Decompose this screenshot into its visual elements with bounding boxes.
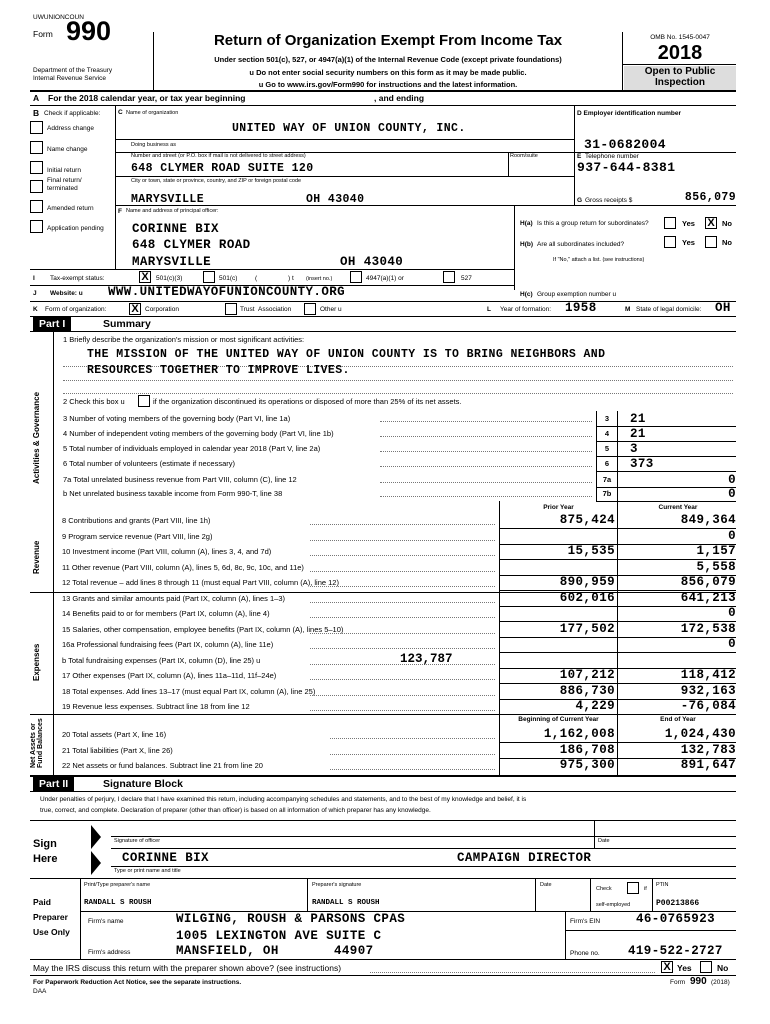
- org-name: UNITED WAY OF UNION COUNTY, INC.: [232, 122, 466, 135]
- firm-zip: 44907: [334, 944, 374, 958]
- fin-row-prior: 177,502: [559, 621, 615, 636]
- open-to-public: Open to Public Inspection: [624, 66, 736, 90]
- net-row-boy: 1,162,008: [543, 727, 615, 741]
- k-label: K: [33, 306, 38, 313]
- net-row-boy: 186,708: [559, 742, 615, 757]
- preparer-sig: RANDALL S ROUSH: [312, 899, 380, 907]
- signer-title: CAMPAIGN DIRECTOR: [457, 851, 592, 865]
- part1-tag: Part I: [33, 317, 71, 331]
- part2-title: Signature Block: [103, 778, 183, 790]
- preparer-sig-label: Preparer's signature: [312, 882, 362, 888]
- ssn-warning: u Do not enter social security numbers on this form as it may be made public.: [249, 68, 527, 77]
- fin-row-current: 0: [728, 637, 736, 651]
- fin-row-leader: [310, 710, 495, 711]
- tax-year: 2018: [657, 42, 703, 64]
- net-row-leader: [330, 738, 495, 739]
- sign-label: Sign: [33, 838, 57, 850]
- top-code: UWUNIONCOUN: [33, 14, 84, 21]
- discuss-yes: Yes: [677, 963, 692, 973]
- fin-row-text: 9 Program service revenue (Part VIII, line 2g): [62, 531, 213, 541]
- sig-officer-label: Signature of officer: [114, 838, 161, 844]
- fin-row-current: 172,538: [680, 621, 736, 636]
- gov-row-value: 3: [630, 442, 638, 456]
- type-name-label: Type or print name and title: [114, 868, 181, 874]
- side-activities: Activities & Governance: [32, 391, 41, 484]
- fin-row-text: 17 Other expenses (Part IX, column (A), lines 11a–11d, 11f–24e): [62, 671, 277, 680]
- line1-text: 1 Briefly describe the organization's mission or most significant activities:: [63, 335, 305, 344]
- tax-exempt-label: Tax-exempt status:: [50, 275, 105, 282]
- net-row-text: 20 Total assets (Part X, line 16): [62, 730, 167, 739]
- gov-row-num: 7a: [602, 475, 612, 484]
- fin-row-leader: [310, 540, 495, 541]
- application-pending-checkbox[interactable]: [30, 220, 43, 233]
- gov-row-text: 7a Total unrelated business revenue from Part VIII, column (C), line 12: [63, 475, 297, 484]
- fin-row-text: 11 Other revenue (Part VIII, column (A), lines 5, 6d, 8c, 9c, 10c, and 11e): [62, 562, 304, 572]
- preparer-name: RANDALL S ROUSH: [84, 899, 152, 907]
- fin-row-text: 8 Contributions and grants (Part VIII, line 1h): [62, 516, 211, 525]
- j-label: J: [33, 290, 37, 297]
- check-label: Check: [596, 886, 612, 892]
- phone-value: 937-644-8381: [577, 160, 676, 175]
- fin-row-text: b Total fundraising expenses (Part IX, column (D), line 25) u: [62, 655, 261, 665]
- fin-row-current: -76,084: [680, 699, 736, 713]
- sign-arrow-icon: [89, 825, 103, 875]
- fin-row-current: 0: [728, 528, 736, 543]
- gov-row-value: 0: [728, 473, 736, 487]
- fin-row-current: 5,558: [696, 559, 736, 574]
- fin-row-text: 14 Benefits paid to or for members (Part IX, column (A), line 4): [62, 609, 270, 618]
- insert-no: (insert no.): [306, 276, 333, 282]
- fin-row-text: 16a Professional fundraising fees (Part IX, column (A), line 11e): [62, 640, 274, 649]
- trust-label: Trust: [240, 306, 255, 313]
- ha-no-checkbox[interactable]: X: [705, 217, 717, 229]
- gov-row-text: 4 Number of independent voting members of the governing body (Part VI, line 1b): [63, 429, 334, 438]
- fin-row-text: 12 Total revenue – add lines 8 through 11 (must equal Part VIII, column (A), line 12): [62, 578, 339, 587]
- trust-checkbox[interactable]: [225, 303, 237, 315]
- firm-ein-label: Firm's EIN: [570, 918, 601, 925]
- year-formation-value: 1958: [565, 301, 597, 315]
- ha-yes: Yes: [682, 219, 695, 228]
- dba-label: Doing business as: [131, 142, 176, 148]
- mission-line1: THE MISSION OF THE UNITED WAY OF UNION COUNTY IS TO BRING NEIGHBORS AND: [87, 348, 606, 361]
- ein-value: 31-0682004: [584, 137, 667, 152]
- other-label: Other u: [320, 306, 342, 313]
- gov-row-text: 3 Number of voting members of the governing body (Part VI, line 1a): [63, 414, 291, 423]
- 501c-checkbox[interactable]: [203, 271, 215, 283]
- dept-irs: Internal Revenue Service: [33, 75, 106, 82]
- gov-row-num: 7b: [602, 489, 612, 498]
- ha-text: Is this a group return for subordinates?: [537, 220, 649, 227]
- firm-name: WILGING, ROUSH & PARSONS CPAS: [176, 912, 406, 926]
- fin-row-current: 0: [728, 606, 736, 620]
- fin-row-leader: [310, 617, 495, 618]
- officer-city: MARYSVILLE: [132, 255, 212, 269]
- firm-name-label: Firm's name: [88, 918, 124, 925]
- perjury-line2: true, correct, and complete. Declaration of preparer (other than officer) is based on all information of which preparer has any knowledge.: [40, 807, 431, 814]
- fin-row-text: 19 Revenue less expenses. Subtract line 18 from line 12: [62, 702, 250, 711]
- m-label: M: [625, 306, 631, 313]
- instructions-link: u Go to www.irs.gov/Form990 for instructions and the latest information.: [258, 80, 518, 89]
- state-domicile-label: State of legal domicile:: [636, 306, 702, 313]
- fin-row-prior: 602,016: [559, 590, 615, 605]
- c-label: C: [118, 109, 123, 116]
- fin-row-prior: 15,535: [567, 544, 615, 558]
- firm-address2: MANSFIELD, OH: [176, 944, 279, 958]
- firm-address1: 1005 LEXINGTON AVE SUITE C: [176, 929, 382, 943]
- hb-no-checkbox[interactable]: [705, 236, 717, 248]
- org-street: 648 CLYMER ROAD SUITE 120: [131, 162, 314, 175]
- fin-row-leader: [310, 695, 495, 696]
- gov-row-leader: [380, 482, 592, 483]
- line-a-ending: , and ending: [374, 93, 425, 103]
- fin-row-prior: 875,424: [559, 513, 615, 527]
- state-domicile-value: OH: [715, 301, 731, 315]
- line-a-label: A: [33, 93, 40, 103]
- 501c3-label: 501(c)(3): [156, 275, 183, 282]
- gov-row-num: 6: [604, 459, 610, 468]
- ha-label: H(a): [520, 220, 533, 227]
- fin-row-prior: 107,212: [559, 668, 615, 682]
- fin-row-prior: 4,229: [575, 699, 615, 713]
- firm-address-label: Firm's address: [88, 949, 131, 956]
- website-url[interactable]: WWW.UNITEDWAYOFUNIONCOUNTY.ORG: [108, 285, 346, 299]
- footer-form-number: 990: [690, 976, 707, 987]
- name-change-label: Name change: [47, 146, 88, 153]
- gov-row-num: 3: [604, 414, 610, 423]
- address-change-checkbox[interactable]: [30, 121, 43, 134]
- initial-return-label: Initial return: [47, 167, 81, 174]
- hb-yes: Yes: [682, 238, 695, 247]
- paid-label: Paid: [33, 897, 51, 907]
- discuss-text: May the IRS discuss this return with the preparer shown above? (see instructions): [33, 963, 342, 973]
- preparer-label: Preparer: [33, 912, 68, 922]
- fin-row-prior: 886,730: [559, 683, 615, 698]
- phone-label: Telephone number: [585, 153, 639, 160]
- mission-line2: RESOURCES TOGETHER TO IMPROVE LIVES.: [87, 364, 350, 377]
- website-label: Website: u: [50, 290, 83, 297]
- i-label: I: [33, 275, 35, 282]
- dept-treasury: Department of the Treasury: [33, 67, 113, 74]
- fin-row-leader: [310, 633, 495, 634]
- 4947-checkbox[interactable]: [350, 271, 362, 283]
- footer-daa: DAA: [33, 988, 47, 995]
- gov-row-leader: [380, 436, 592, 437]
- col-eoy: End of Year: [660, 716, 696, 723]
- fin-row-current: 849,364: [680, 513, 736, 527]
- use-only-label: Use Only: [33, 927, 70, 937]
- street-label: Number and street (or P.O. box if mail is not delivered to street address): [131, 153, 306, 159]
- hb-label: H(b): [520, 241, 533, 248]
- footer-notice: For Paperwork Reduction Act Notice, see the separate instructions.: [33, 979, 242, 986]
- col-prior-year: Prior Year: [543, 504, 574, 511]
- gross-receipts-value: 856,079: [684, 191, 736, 204]
- self-employed-label: self-employed: [596, 902, 631, 908]
- form-label: Form: [33, 29, 53, 39]
- fundraising-total: 123,787: [400, 652, 453, 666]
- 501c-open: (: [255, 275, 258, 282]
- firm-ein: 46-0765923: [636, 912, 716, 926]
- part2-tag: Part II: [33, 777, 74, 791]
- name-change-checkbox[interactable]: [30, 141, 43, 154]
- net-row-eoy: 1,024,430: [664, 727, 736, 741]
- gov-row-text: 6 Total number of volunteers (estimate if necessary): [63, 459, 236, 468]
- gov-row-value: 21: [630, 412, 646, 426]
- fin-row-prior: 890,959: [559, 575, 615, 589]
- net-row-text: 21 Total liabilities (Part X, line 26): [62, 745, 173, 755]
- col-boy: Beginning of Current Year: [518, 716, 599, 723]
- corporation-label: Corporation: [145, 306, 179, 313]
- side-revenue: Revenue: [32, 540, 41, 574]
- fin-row-text: 15 Salaries, other compensation, employee benefits (Part IX, column (A), lines 5–10): [62, 624, 344, 634]
- fin-row-current: 118,412: [680, 668, 736, 682]
- line-a-text: For the 2018 calendar year, or tax year beginning: [48, 93, 246, 103]
- hb-note: If "No," attach a list. (see instructions): [553, 257, 645, 263]
- side-expenses: Expenses: [32, 643, 41, 681]
- officer-state-zip: OH 43040: [340, 255, 404, 269]
- part1-title: Summary: [103, 318, 151, 330]
- fin-row-text: 10 Investment income (Part VIII, column (A), lines 3, 4, and 7d): [62, 547, 272, 556]
- net-row-leader: [330, 754, 495, 755]
- other-checkbox[interactable]: [304, 303, 316, 315]
- b-label: B: [33, 108, 40, 118]
- gov-row-num: 4: [604, 429, 610, 438]
- gov-row-text: b Net unrelated business taxable income from Form 990-T, line 38: [63, 489, 283, 498]
- fin-row-text: 18 Total expenses. Add lines 13–17 (must equal Part IX, column (A), line 25): [62, 686, 316, 696]
- application-pending-label: Application pending: [47, 225, 104, 232]
- col-current-year: Current Year: [658, 504, 698, 511]
- net-row-eoy: 891,647: [680, 758, 736, 772]
- firm-phone-label: Phone no.: [570, 950, 600, 957]
- fin-row-leader: [310, 648, 495, 649]
- discuss-no-checkbox[interactable]: [700, 961, 712, 973]
- 527-checkbox[interactable]: [443, 271, 455, 283]
- phone-e-label: E: [577, 153, 582, 160]
- fin-row-leader: [310, 555, 495, 556]
- ha-yes-checkbox[interactable]: [664, 217, 676, 229]
- perjury-line1: Under penalties of perjury, I declare that I have examined this return, including accompanying schedules and statements, and to the best of my knowledge and belief, it is: [40, 796, 527, 803]
- preparer-date-label: Date: [540, 882, 552, 888]
- org-city: MARYSVILLE: [131, 193, 205, 206]
- address-change-label: Address change: [47, 125, 94, 132]
- firm-phone: 419-522-2727: [628, 944, 723, 958]
- here-label: Here: [33, 853, 58, 865]
- 527-label: 527: [461, 275, 472, 282]
- gov-row-leader: [380, 466, 592, 467]
- omb-number: OMB No. 1545-0047: [650, 34, 710, 41]
- fin-row-leader: [310, 679, 495, 680]
- net-row-eoy: 132,783: [680, 742, 736, 757]
- preparer-name-label: Print/Type preparer's name: [84, 882, 151, 888]
- side-net-assets: Net Assets or Fund Balances: [30, 718, 44, 768]
- if-label: if: [644, 886, 647, 892]
- fin-row-current: 856,079: [680, 575, 736, 589]
- association-label: Association: [258, 306, 292, 313]
- amended-return-label: Amended return: [47, 205, 94, 212]
- b-check-text: Check if applicable:: [44, 110, 101, 117]
- city-label: City or town, state or province, country, and ZIP or foreign postal code: [131, 178, 302, 184]
- gov-row-value: 0: [728, 487, 736, 501]
- line2-checkbox[interactable]: [138, 395, 150, 407]
- gov-row-leader: [380, 496, 592, 497]
- f-label: F: [118, 208, 122, 215]
- hb-yes-checkbox[interactable]: [664, 236, 676, 248]
- final-return-label: Final return/ terminated: [47, 177, 82, 192]
- fin-row-leader: [310, 571, 495, 572]
- hb-text: Are all subordinates included?: [537, 241, 625, 248]
- ha-no: No: [722, 219, 732, 228]
- hb-no: No: [722, 238, 732, 247]
- footer-form: Form: [670, 979, 686, 986]
- year-formation-label: Year of formation:: [500, 306, 552, 313]
- form-subtitle: Under section 501(c), 527, or 4947(a)(1) of the Internal Revenue Code (except private foundations): [214, 55, 562, 64]
- 501c3-checkbox[interactable]: X: [139, 271, 151, 283]
- fin-row-leader: [310, 586, 495, 587]
- corporation-checkbox[interactable]: X: [129, 303, 141, 315]
- fin-row-leader: [310, 602, 495, 603]
- g-label: G: [577, 197, 583, 204]
- ein-label: D Employer identification number: [577, 110, 682, 117]
- amended-return-checkbox[interactable]: [30, 200, 43, 213]
- fin-row-current: 1,157: [696, 544, 736, 558]
- room-label: Room/suite: [510, 153, 538, 159]
- signer-name: CORINNE BIX: [122, 851, 209, 865]
- gross-receipts-label: Gross receipts $: [585, 197, 633, 204]
- net-row-text: 22 Net assets or fund balances. Subtract line 21 from line 20: [62, 761, 263, 770]
- gov-row-text: 5 Total number of individuals employed in calendar year 2018 (Part V, line 2a): [63, 444, 321, 453]
- sig-date-label: Date: [598, 838, 610, 844]
- fin-row-leader: [310, 524, 495, 525]
- ptin-label: PTIN: [656, 882, 669, 888]
- 4947-label: 4947(a)(1) or: [366, 275, 404, 282]
- ptin-value: P00213866: [656, 899, 700, 908]
- net-row-boy: 975,300: [559, 758, 615, 772]
- org-name-label: Name of organization: [126, 110, 179, 116]
- org-state-zip: OH 43040: [306, 193, 365, 206]
- discuss-no: No: [717, 963, 729, 973]
- gov-row-value: 373: [630, 457, 654, 471]
- form-title: Return of Organization Exempt From Income Tax: [213, 32, 563, 49]
- gov-row-leader: [380, 421, 592, 422]
- officer-name: CORINNE BIX: [132, 222, 219, 236]
- 501c-label: 501(c): [219, 275, 238, 282]
- fin-row-text: 13 Grants and similar amounts paid (Part IX, column (A), lines 1–3): [62, 593, 286, 603]
- fin-row-current: 641,213: [680, 590, 736, 605]
- hc-text: Group exemption number u: [537, 291, 617, 298]
- final-return-checkbox[interactable]: [30, 180, 43, 193]
- 501c-close: ) t: [288, 275, 294, 282]
- gov-row-leader: [380, 451, 592, 452]
- footer-year: (2018): [711, 979, 730, 986]
- self-employed-checkbox[interactable]: [627, 882, 639, 894]
- form-number: 990: [66, 16, 112, 46]
- l-label: L: [487, 306, 491, 313]
- officer-label: Name and address of principal officer:: [126, 208, 219, 214]
- fin-row-current: 932,163: [680, 683, 736, 698]
- line2-text-b: if the organization discontinued its operations or disposed of more than 25% of its net assets.: [153, 397, 462, 406]
- officer-street: 648 CLYMER ROAD: [132, 238, 251, 252]
- hc-label: H(c): [520, 291, 533, 298]
- net-row-leader: [330, 769, 495, 770]
- line2-text-a: 2 Check this box u: [63, 397, 125, 406]
- discuss-yes-checkbox[interactable]: X: [661, 961, 673, 973]
- gov-row-num: 5: [604, 444, 610, 453]
- gov-row-value: 21: [630, 427, 646, 441]
- form-of-org-label: Form of organization:: [45, 306, 107, 313]
- initial-return-checkbox[interactable]: [30, 161, 43, 174]
